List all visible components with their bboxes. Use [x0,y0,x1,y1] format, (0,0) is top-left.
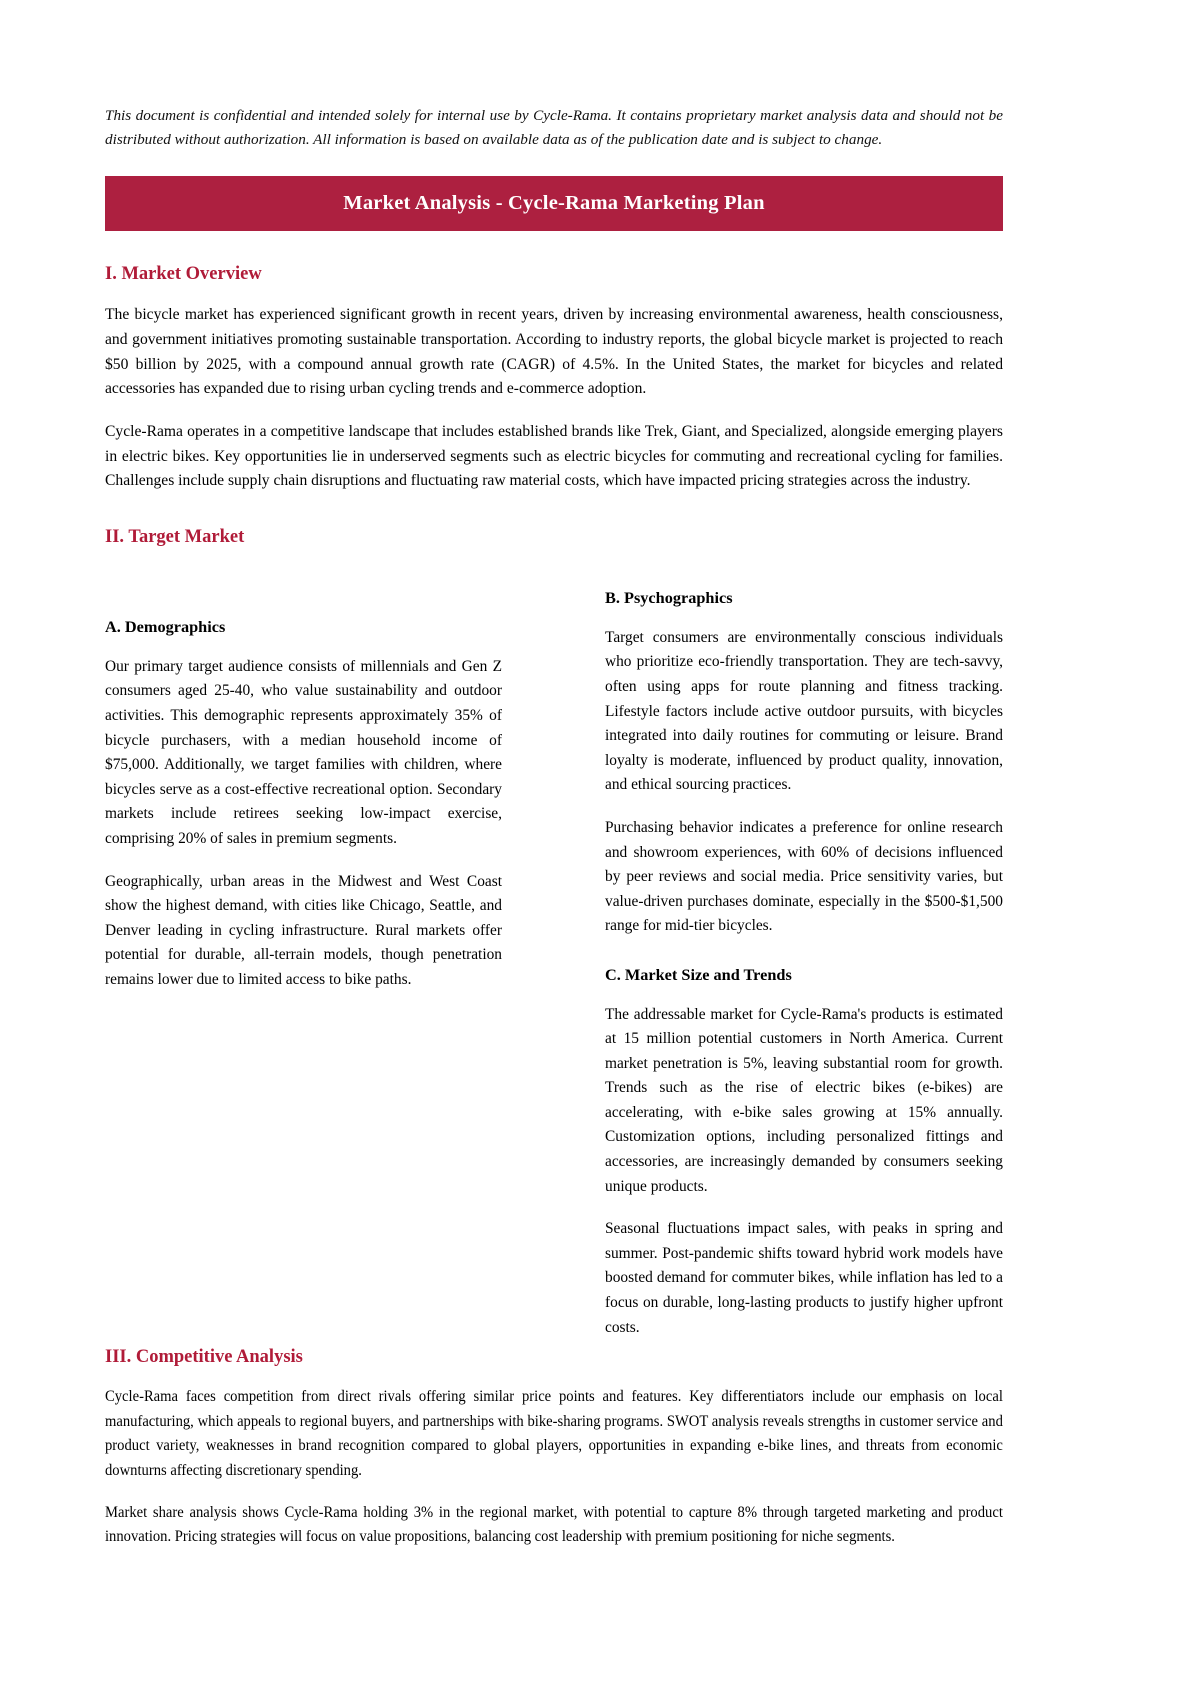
paragraph-market-overview-1: The bicycle market has experienced significant growth in recent years, driven by increasing environmental awareness, health consciousness, and government initiatives promoting sustainable transportation. According to industry reports, the global bicycle market is projected to reach $50 billion by 2025, with a compound annual growth rate (CAGR) of 4.5%. In the United States, the market for bicycles and related accessories has expanded due to rising urban cycling trends and e-commerce adoption. [105,306,1003,398]
column-right-psychographics [605,562,1003,1340]
target-market-columns [105,562,1003,1368]
document-title-banner [105,176,1003,231]
paragraph-demographics-1: Our primary target audience consists of millennials and Gen Z consumers aged 25-40, who value sustainability and outdoor activities. This demographic represents approximately 35% of bicycle purchasers, with a median household income of $75,000. Additionally, we target families with children, where bicycles serve as a cost-effective recreational option. Secondary markets include retirees seeking low-impact exercise, comprising 20% of sales in premium segments. [105,657,502,847]
paragraph-psychographics-1: Target consumers are environmentally conscious individuals who prioritize eco-friendly transportation. They are tech-savvy, often using apps for route planning and fitness tracking. Lifestyle factors include active outdoor pursuits, with bicycles integrated into daily routines for commuting or leisure. Brand loyalty is moderate, influenced by product quality, innovation, and ethical sourcing practices. [605,628,1003,794]
section-heading-target-market: II. Target Market [105,527,245,548]
confidentiality-notice: This document is confidential and intended solely for internal use by Cycle-Rama. It contains proprietary market analysis data and should not be distributed without authorization. All information is based on available data as of the publication date and is subject to change. [105,107,1003,148]
page-title: Market Analysis - Cycle-Rama Marketing Plan [343,192,765,214]
sub-heading-market-size-and-trends: C. Market Size and Trends [605,964,792,984]
competitive-analysis-section [105,1346,1003,1550]
paragraph-demographics-2: Geographically, urban areas in the Midwest and West Coast show the highest demand, with cities like Chicago, Seattle, and Denver leading in cycling infrastructure. Rural markets offer potential for durable, all-terrain models, though penetration remains lower due to limited access to bike paths. [105,872,502,988]
column-left-demographics [105,591,502,992]
paragraph-market-overview-2: Cycle-Rama operates in a competitive landscape that includes established brands like Trek, Giant, and Specialized, alongside emerging players in electric bikes. Key opportunities lie in underserved segments such as electric bicycles for commuting and recreational cycling for families. Challenges include supply chain disruptions and fluctuating raw material costs, which have impacted pricing strategies across the industry. [105,423,1003,490]
paragraph-competitive-analysis-1: Cycle-Rama faces competition from direct rivals offering similar price points and features. Key differentiators include our emphasis on local manufacturing, which appeals to regional buyers, and partnerships with bike-sharing programs. SWOT analysis reveals strengths in customer service and product variety, weaknesses in brand recognition compared to global players, opportunities in expanding e-bike lines, and threats from economic downturns affecting discretionary spending. [105,1388,1003,1479]
paragraph-psychographics-2: Purchasing behavior indicates a preference for online research and showroom experiences, with 60% of decisions influenced by peer reviews and social media. Price sensitivity varies, but value-driven purchases dominate, especially in the $500-$1,500 range for mid-tier bicycles. [605,819,1003,935]
sub-heading-psychographics: B. Psychographics [605,588,733,608]
section-heading-competitive-analysis: III. Competitive Analysis [105,1347,303,1367]
sub-heading-demographics: A. Demographics [105,617,226,637]
paragraph-market-size-1: The addressable market for Cycle-Rama's products is estimated at 15 million potential customers in North America. Current market penetration is 5%, leaving substantial room for growth. Trends such as the rise of electric bikes (e-bikes) are accelerating, with e-bike sales growing at 15% annually. Customization options, including personalized fittings and accessories, are increasingly demanded by consumers seeking unique products. [605,1005,1003,1195]
paragraph-competitive-analysis-2: Market share analysis shows Cycle-Rama holding 3% in the regional market, with potential to capture 8% through targeted marketing and product innovation. Pricing strategies will focus on value propositions, balancing cost leadership with premium positioning for niche segments. [105,1503,1003,1546]
section-heading-market-overview: I. Market Overview [105,264,262,284]
paragraph-market-size-2: Seasonal fluctuations impact sales, with peaks in spring and summer. Post-pandemic shifts toward hybrid work models have boosted demand for commuter bikes, while inflation has led to a focus on durable, long-lasting products to justify higher upfront costs. [605,1220,1003,1336]
document-content [105,0,1003,1368]
